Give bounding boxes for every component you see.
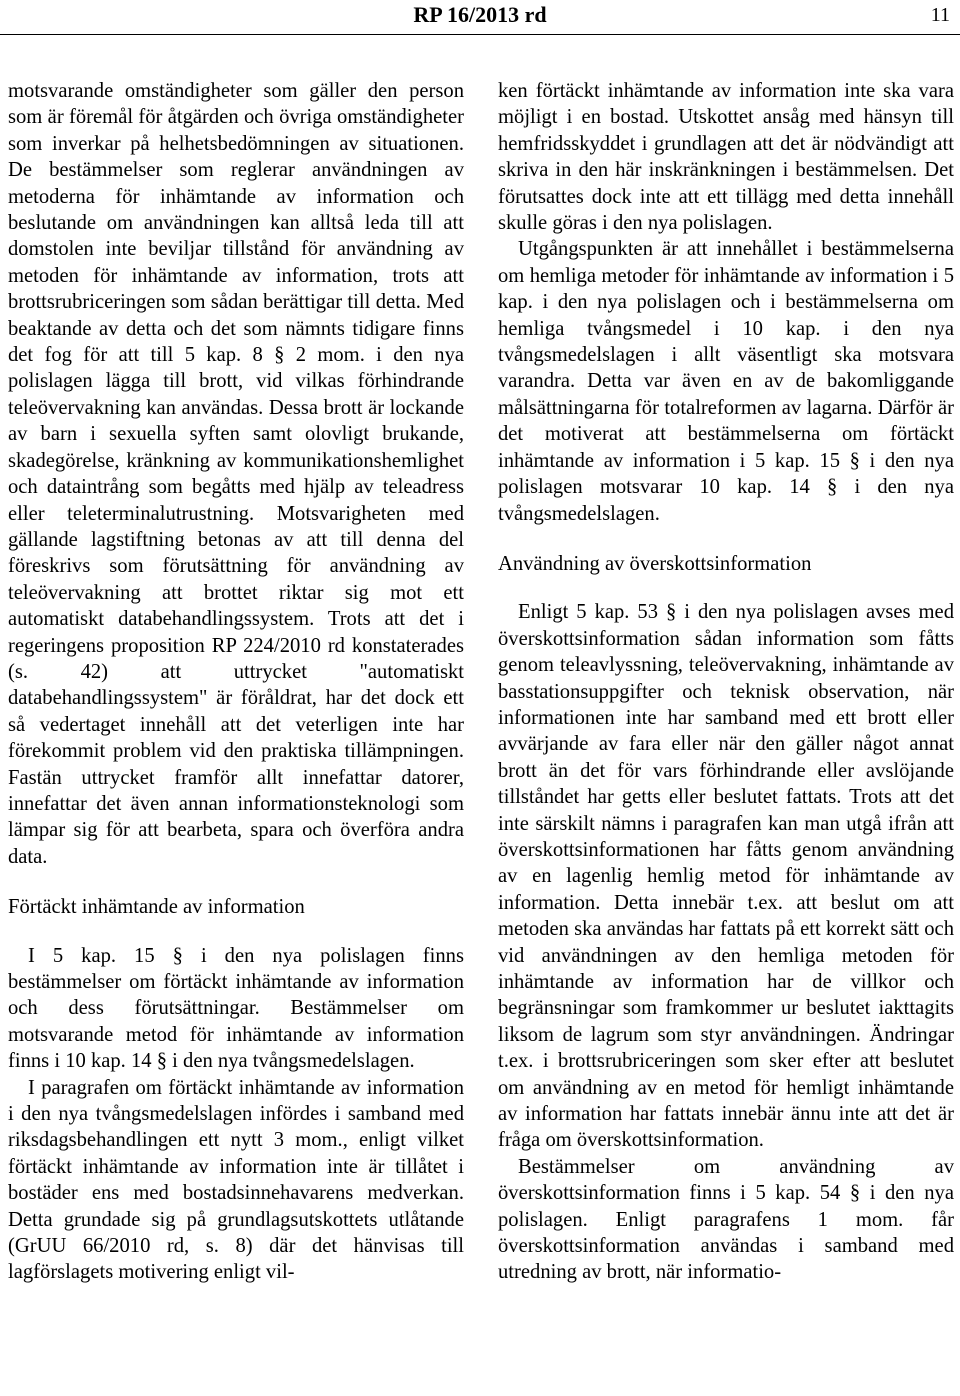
left-paragraph-1: motsvarande omständigheter som gäller den person som är föremål för åtgärden och övriga omständigheter som inverkar på helhetsbedömningen av situationen. De bestämmelser som reglerar användningen av metoderna för inhämtande av information och beslutande om användningen kan alltså leda till att domstolen inte beviljar tillstånd för användning av metoden för inhämtande av information, trots att brottsrubriceringen som sådan berättigar till detta. Med beaktande av detta och det som nämnts tidigare finns det fog för att till 5 kap. 8 § 2 mom. i den nya polislagen lägga till brott, vid vilkas förhindrande teleövervakning kan användas. Dessa brott är lockande av barn i sexuella syften samt olovligt brukande, skadegörelse, kränkning av kommunikationshemlighet och dataintrång som begåtts med hjälp av teleadress eller teleterminalutrustning. Motsvarigheten med gällande lagstiftning betonas av att till denna del föreskrivs som förutsättning för användning av teleövervakning att brottet riktar sig mot ett automatiskt databehandlingssystem. Trots att det i regeringens proposition RP 224/2010 rd konstaterades (s. 42) att uttrycket "automatiskt databehandlingssystem" är föråldrat, har det dock ett så vedertaget innehåll att det veterligen inte har förekommit problem vid den praktiska tillämpningen. Fastän uttrycket framför allt innefattar datorer, innefattar det även annan informationsteknologi som lämpar sig för att bearbeta, spara och överföra andra data.	[8, 80, 464, 868]
document-title: RP 16/2013 rd	[413, 2, 547, 27]
section-heading-surplus-information: Användning av överskottsinformation	[498, 552, 812, 575]
left-paragraph-2: I 5 kap. 15 § i den nya polislagen finns bestämmelser om förtäckt inhämtande av information och dess förutsättningar. Bestämmelser om motsvarande metod för inhämtande av information finns i 10 kap. 14 § i den nya tvångsmedelslagen.	[8, 944, 464, 1073]
left-paragraph-3: I paragrafen om förtäckt inhämtande av information i den nya tvångsmedelslagen infördes i samband med riksdagsbehandlingen ett nytt 3 mom., enligt vilket förtäckt inhämtande av information inte är tillåtet i bostäder ens med bostadsinnehavarens medverkan. Detta grundade sig på grundlagsutskottets utlåtande (GrUU 66/2010 rd, s. 8) där det hänvisas till lagförslagets motivering enligt vil-	[8, 1076, 464, 1284]
right-paragraph-3: Enligt 5 kap. 53 § i den nya polislagen avses med överskottsinformation sådan information som fåtts genom teleavlyssning, teleövervakning, inhämtande av basstationsuppgifter och teknisk observation, när informationen inte har samband med ett brott eller avvärjande av fara eller när den gäller något annat brott än det för vars förhindrande eller avslöjande tillståndet har getts eller beslutet fattats. Trots att det inte särskilt nämns i paragrafen kan man utgå ifrån att överskottsinformationen har fåtts genom användning av en lagenlig hemlig metod för inhämtande av information. Detta innebär t.ex. att beslut om att metoden ska användas har fattats på ett korrekt sätt och vid användningen av den hemliga metoden för inhämtande av information har de villkor och begränsningar som framkommer ur beslutet iakttagits liksom de lagrum som styr användningen. Ändringar t.ex. i brottsrubriceringen som sker efter att beslutet om användning av en metod för hemligt inhämtande av information har fattats innebär ännu inte att det är fråga om överskottsinformation.	[498, 601, 954, 1152]
left-column	[8, 78, 464, 1286]
right-paragraph-1: ken förtäckt inhämtande av information inte ska vara möjligt i en bostad. Utskottet ansåg med hänsyn till hemfridsskyddet i grundlagen att det är nödvändigt att skriva in den här inskränkningen i bestämmelsen. Det förutsattes dock inte att ett tillägg med detta innehåll skulle göras i den nya polislagen.	[498, 80, 954, 235]
right-paragraph-4: Bestämmelser om användning av överskottsinformation finns i 5 kap. 54 § i den nya polislagen. Enligt paragrafens 1 mom. får överskottsinformation användas i samband med utredning av brott, när informatio-	[498, 1155, 954, 1284]
page-header	[0, 0, 960, 34]
header-divider	[0, 34, 960, 35]
page-number: 11	[930, 4, 950, 26]
right-column	[498, 78, 954, 1286]
right-paragraph-2: Utgångspunkten är att innehållet i bestämmelserna om hemliga metoder för inhämtande av information i 5 kap. i den nya polislagen och i bestämmelserna om hemliga tvångsmedel i 10 kap. i den nya tvångsmedelslagen i allt väsentligt ska motsvara varandra. Detta var även en av de bakomliggande målsättningarna för totalreformen av lagarna. Därför är det motiverat att bestämmelserna om förtäckt inhämtande av information i 5 kap. 15 § i den nya polislagen motsvarar 10 kap. 14 § i den nya tvångsmedelslagen.	[498, 238, 954, 525]
section-heading-concealed-acquisition: Förtäckt inhämtande av information	[8, 896, 305, 919]
